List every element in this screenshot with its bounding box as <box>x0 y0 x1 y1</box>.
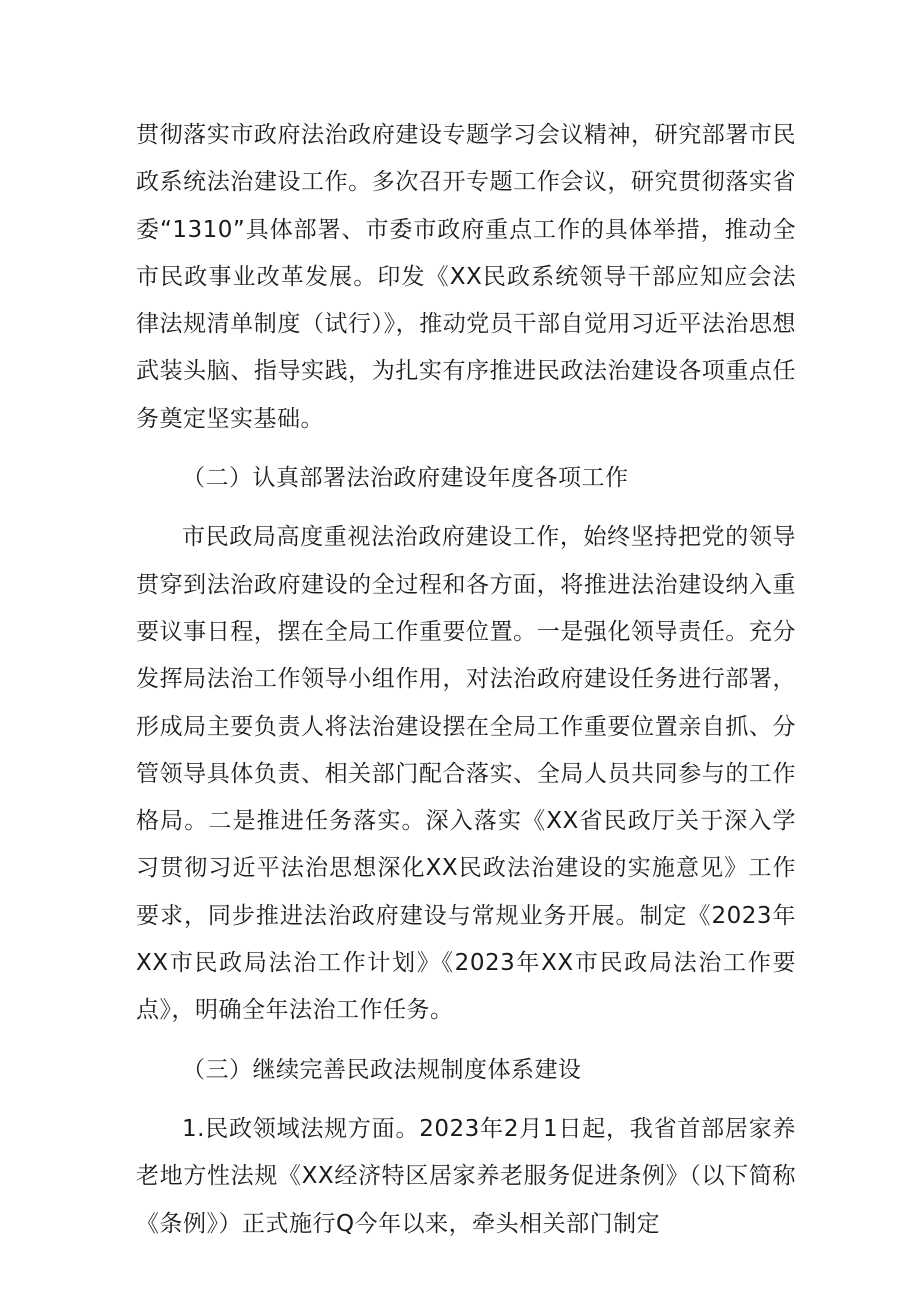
paragraph-continuation: 贯彻落实市政府法治政府建设专题学习会议精神，研究部署市民政系统法治建设工作。多次召开专题工作会议，研究贯彻落实省委“1310”具体部署、市委市政府重点工作的具体举措，推动全市民政事业改革发展。印发《XX民政系统领导干部应知应会法律法规清单制度（试行）》，推动党员干部自觉用习近平法治思想武装头脑、指导实践，为扎实有序推进民政法治建设各项重点任务奠定坚实基础。 <box>136 122 796 432</box>
section-heading-3: （三）继续完善民政法规制度体系建设 <box>182 1056 582 1083</box>
section-heading-2: （二）认真部署法治政府建设年度各项工作 <box>182 465 629 492</box>
paragraph-section-3: 1.民政领域法规方面。2023年2月1日起，我省首部居家养老地方性法规《XX经济特区居家养老服务促进条例》（以下简称《条例》）正式施行Q今年以来，牵头相关部门制定 <box>136 1115 796 1237</box>
document-body <box>136 112 796 1248</box>
paragraph-section-2: 市民政局高度重视法治政府建设工作，始终坚持把党的领导贯穿到法治政府建设的全过程和各方面，将推进法治建设纳入重要议事日程，摆在全局工作重要位置。一是强化领导责任。充分发挥局法治工作领导小组作用，对法治政府建设任务进行部署，形成局主要负责人将法治建设摆在全局工作重要位置亲自抓、分管领导具体负责、相关部门配合落实、全局人员共同参与的工作格局。二是推进任务落实。深入落实《XX省民政厅关于深入学习贯彻习近平法治思想深化XX民政法治建设的实施意见》工作要求，同步推进法治政府建设与常规业务开展。制定《2023年XX市民政局法治工作计划》《2023年XX市民政局法治工作要点》，明确全年法治工作任务。 <box>136 524 796 1024</box>
